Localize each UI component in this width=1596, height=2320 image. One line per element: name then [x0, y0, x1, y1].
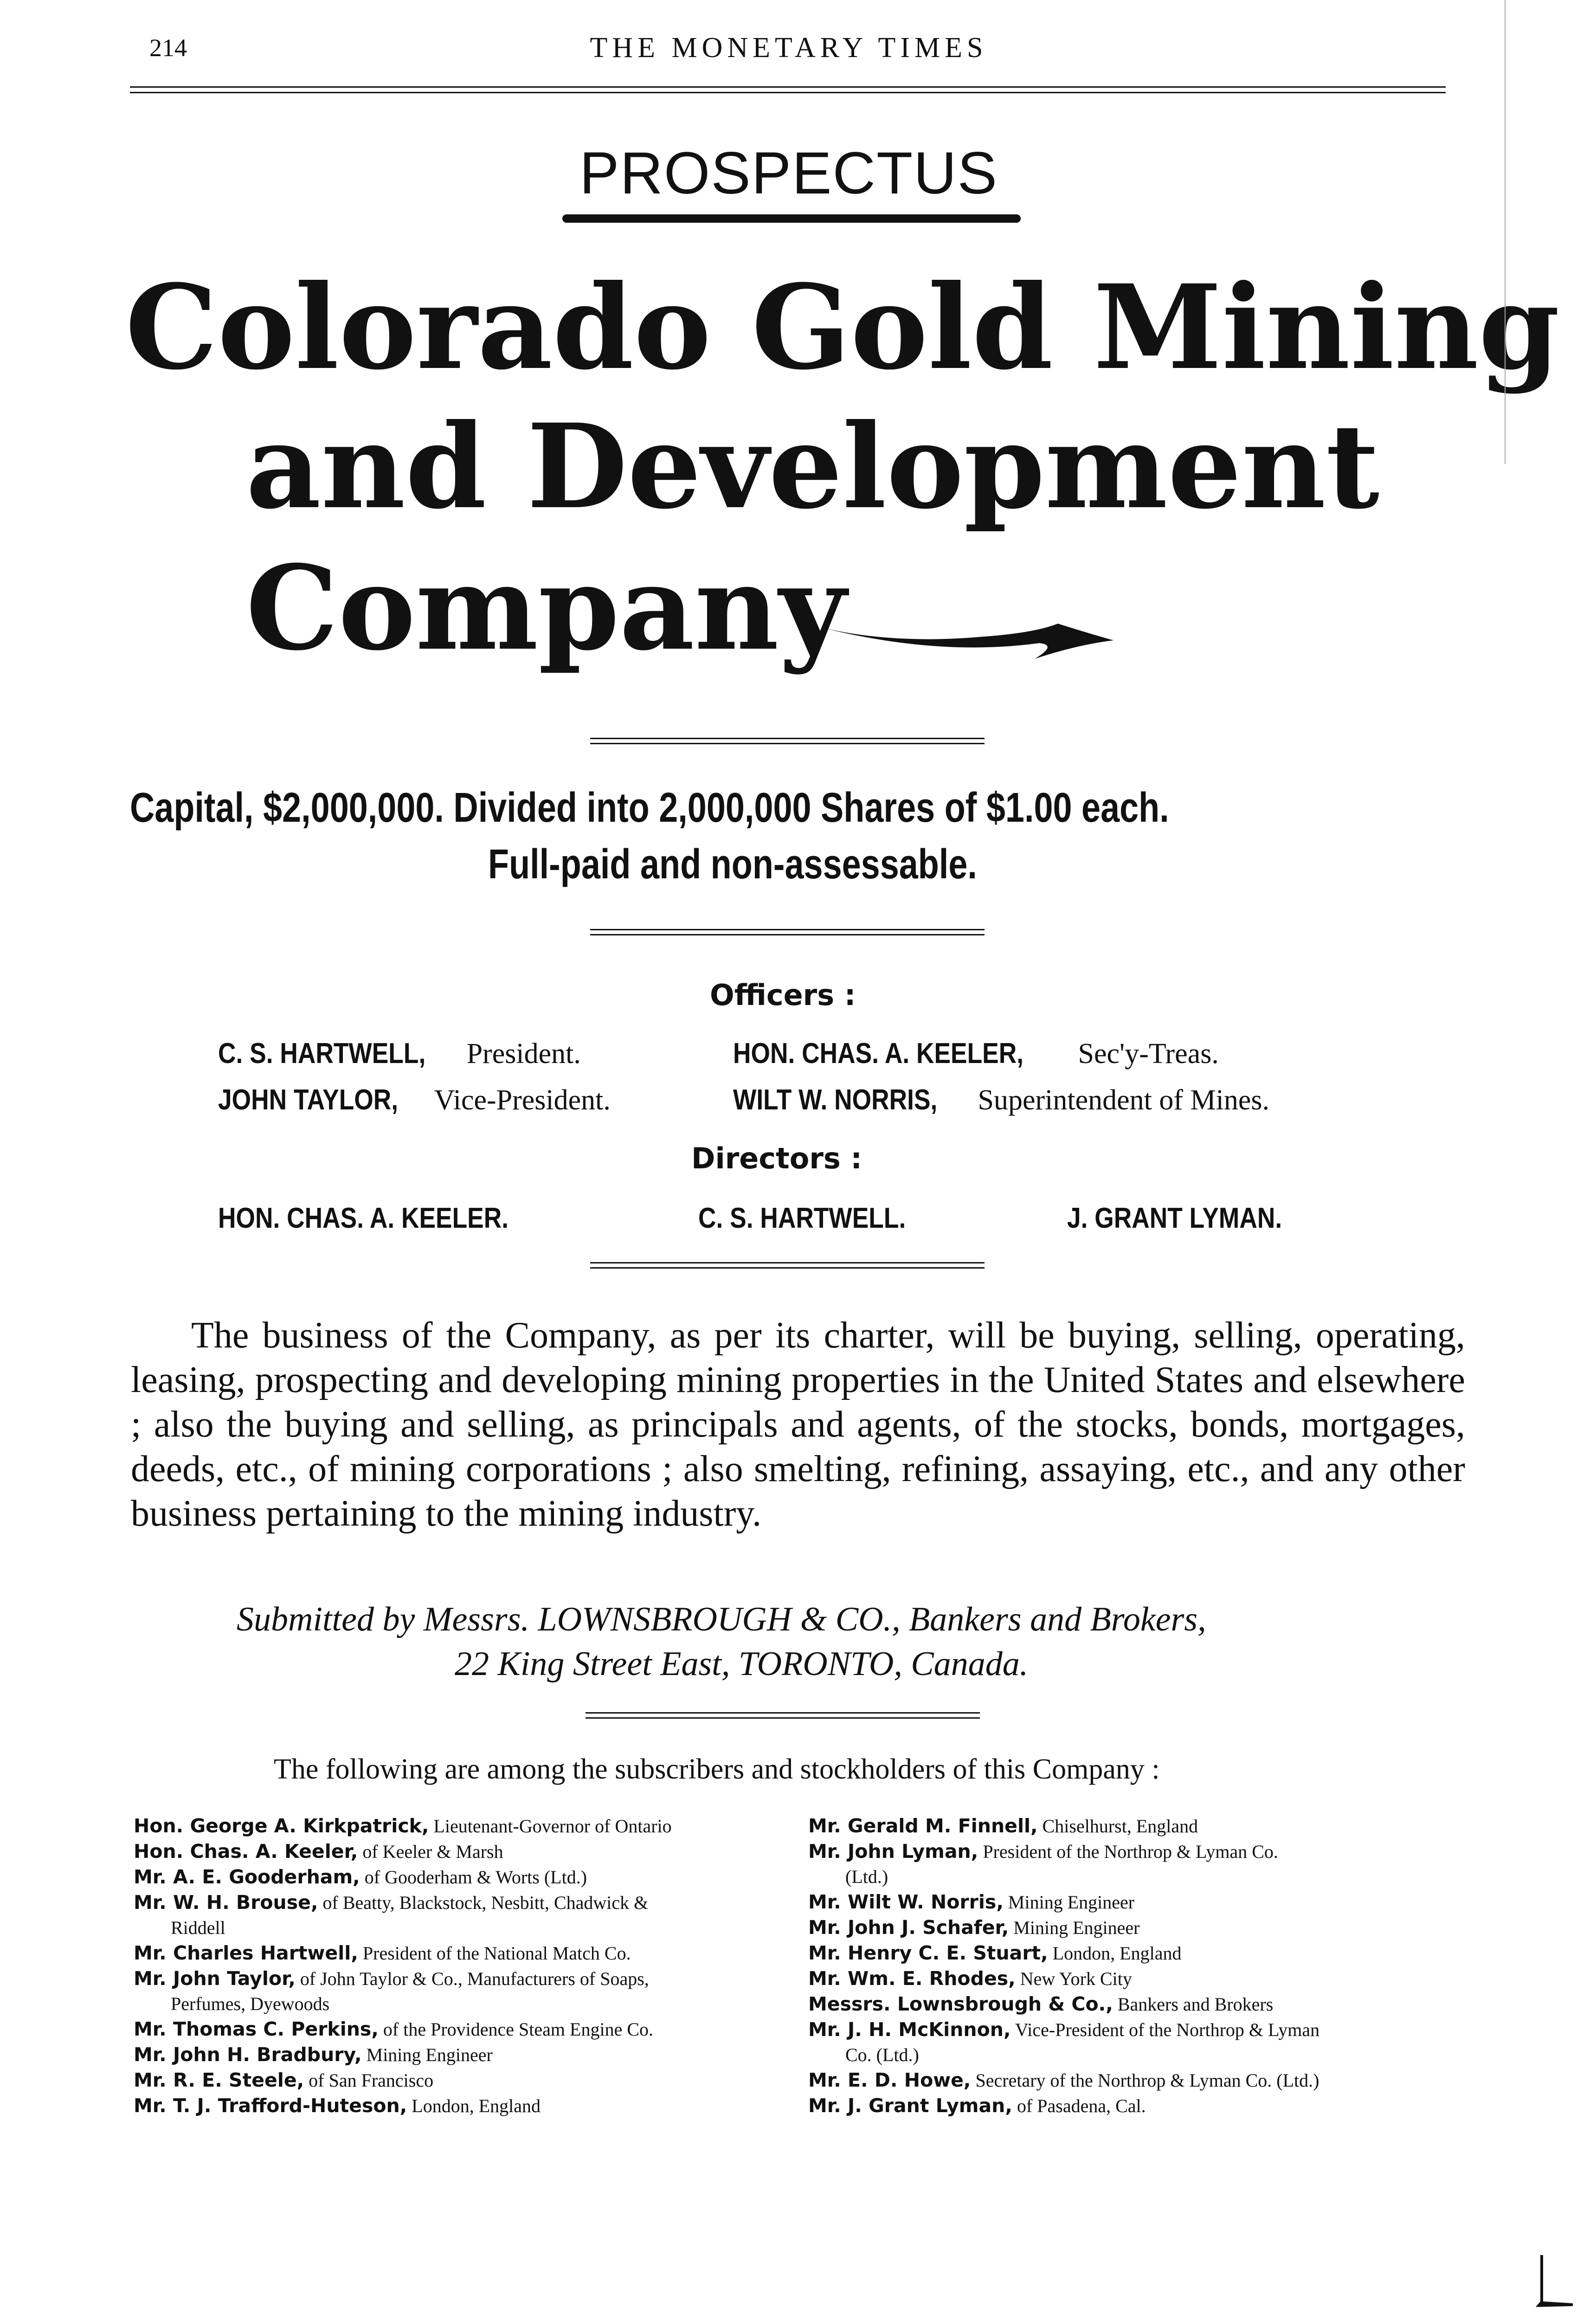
subscriber-entry [808, 1991, 1458, 2017]
subscriber-entry [134, 1966, 792, 2017]
subscriber-entry [134, 1890, 792, 1940]
company-name-line1: Colorado Gold Mining [125, 259, 1560, 395]
subscribers-list-left [134, 1813, 792, 2119]
divider-2 [590, 929, 985, 935]
business-paragraph-text: The business of the Company, as per its charter, will be buying, selling, operating, leasing, prospecting and developing mining properties in the United States and elsewhere ; also the buying and selling, as principals and agents, of the stocks, bonds, mortgages, deeds, etc., of mining corporations ; also smelting, refining, assaying, etc., and any other business pertaining to the mining industry. [131, 1315, 1465, 1534]
subscriber-name: Mr. John H. Bradbury, [134, 2043, 362, 2066]
officer-name: JOHN TAYLOR, [218, 1084, 399, 1116]
subscriber-desc: President of the Northrop & Lyman Co. [983, 1841, 1278, 1862]
subscriber-name: Hon. George A. Kirkpatrick, [134, 1815, 429, 1837]
subscriber-name: Messrs. Lownsbrough & Co., [808, 1993, 1113, 2015]
prospectus-heading: PROSPECTUS [579, 140, 998, 206]
subscriber-desc: Mining Engineer [366, 2044, 493, 2065]
capital-statement: Capital, $2,000,000. Divided into 2,000,000 Shares of $1.00 each. [130, 785, 1169, 831]
subscriber-desc: London, England [1052, 1943, 1182, 1964]
subscriber-desc: Secretary of the Northrop & Lyman Co. (Ltd.) [975, 2070, 1319, 2091]
subscriber-entry [808, 1915, 1458, 1940]
company-name-line3: Company [246, 540, 847, 676]
business-paragraph [131, 1313, 1465, 1536]
subscriber-desc: London, England [412, 2095, 541, 2116]
officer-secretary-treasurer [733, 1037, 1219, 1070]
divider-1 [590, 738, 985, 744]
subscriber-name: Mr. John J. Schafer, [808, 1916, 1009, 1939]
divider-4 [586, 1712, 980, 1719]
subscriber-name: Mr. J. Grant Lyman, [808, 2094, 1012, 2117]
director-item [218, 1202, 556, 1235]
subscriber-desc: Bankers and Brokers [1117, 1994, 1274, 2015]
subscriber-entry [808, 2093, 1458, 2119]
capital-terms: Full-paid and non-assessable. [488, 841, 977, 888]
subscriber-name: Mr. Wilt W. Norris, [808, 1891, 1004, 1913]
subscriber-name: Mr. John Taylor, [134, 1967, 296, 1990]
subscriber-name: Mr. E. D. Howe, [808, 2069, 971, 2091]
subscriber-entry [808, 1839, 1458, 1889]
subscriber-desc: Mining Engineer [1008, 1892, 1135, 1913]
subscriber-name: Mr. Gerald M. Finnell, [808, 1815, 1038, 1837]
subscriber-desc: New York City [1020, 1968, 1132, 1989]
subscriber-entry [808, 1813, 1458, 1839]
subscriber-desc: President of the National Match Co. [362, 1943, 631, 1964]
officer-role: President. [466, 1038, 581, 1070]
subscriber-entry [808, 2017, 1458, 2068]
subscriber-entry [134, 1813, 792, 1839]
director-name: J. GRANT LYMAN. [1067, 1202, 1282, 1234]
subscriber-desc: of John Taylor & Co., Manufacturers of Soaps, [300, 1968, 649, 1989]
subscriber-entry [808, 1940, 1458, 1966]
director-name: C. S. HARTWELL. [698, 1202, 906, 1234]
officer-vice-president [218, 1083, 611, 1117]
subscriber-name: Mr. John Lyman, [808, 1840, 978, 1862]
subscriber-name: Mr. T. J. Trafford-Huteson, [134, 2094, 407, 2117]
subscriber-desc: Mining Engineer [1013, 1917, 1140, 1938]
company-name-line2: and Development [246, 398, 1380, 535]
divider-3 [590, 1262, 985, 1269]
officer-president [218, 1037, 581, 1070]
header-rule-top [130, 86, 1446, 88]
officer-role: Superintendent of Mines. [978, 1084, 1270, 1116]
subscriber-desc: of Beatty, Blackstock, Nesbitt, Chadwick & [322, 1892, 649, 1913]
subscriber-name: Mr. J. H. McKinnon, [808, 2018, 1011, 2041]
subscriber-desc: Vice-President of the Northrop & Lyman [1015, 2019, 1320, 2040]
subscriber-desc: of Keeler & Marsh [362, 1841, 503, 1862]
subscriber-name: Hon. Chas. A. Keeler, [134, 1840, 358, 1862]
heading-underline [562, 214, 1021, 223]
subscriber-desc-cont: Perfumes, Dyewoods [171, 1993, 330, 2014]
subscriber-desc: Chiselhurst, England [1042, 1816, 1198, 1837]
subscriber-entry [808, 2068, 1458, 2093]
subscriber-desc: of Gooderham & Worts (Ltd.) [364, 1867, 587, 1888]
subscriber-name: Mr. R. E. Steele, [134, 2069, 304, 2091]
subscriber-name: Mr. A. E. Gooderham, [134, 1866, 360, 1888]
subscriber-entry [134, 2017, 792, 2042]
subscriber-name: Mr. Wm. E. Rhodes, [808, 1967, 1016, 1990]
subscriber-entry [134, 2042, 792, 2068]
officer-name: C. S. HARTWELL, [218, 1038, 426, 1070]
directors-heading: Directors : [691, 1141, 862, 1175]
submitted-by-line1: Submitted by Messrs. LOWNSBROUGH & CO., Bankers and Brokers, [237, 1600, 1206, 1638]
subscriber-desc: of the Providence Steam Engine Co. [383, 2019, 654, 2040]
subscriber-name: Mr. Henry C. E. Stuart, [808, 1942, 1048, 1964]
subscriber-entry [134, 2068, 792, 2093]
subscriber-desc-cont: Riddell [171, 1917, 225, 1938]
subscriber-desc: Lieutenant-Governor of Ontario [433, 1816, 672, 1837]
director-name: HON. CHAS. A. KEELER. [218, 1202, 509, 1234]
subscriber-entry [134, 1940, 792, 1966]
officer-name: HON. CHAS. A. KEELER, [733, 1038, 1024, 1070]
officer-role: Vice-President. [434, 1084, 611, 1116]
subscriber-entry [134, 1864, 792, 1890]
subscriber-desc: of San Francisco [309, 2070, 434, 2091]
header-rule-bottom [130, 92, 1446, 93]
subscriber-desc: of Pasadena, Cal. [1017, 2095, 1146, 2116]
subscriber-name: Mr. W. H. Brouse, [134, 1891, 318, 1914]
officer-role: Sec'y-Treas. [1078, 1038, 1219, 1070]
subscriber-entry [134, 1839, 792, 1864]
page-number: 214 [149, 34, 187, 62]
officer-superintendent [733, 1083, 1269, 1117]
subscriber-entry [134, 2093, 792, 2119]
page-edge-line [1505, 0, 1506, 464]
swash-ornament [817, 612, 1113, 664]
subscribers-intro: The following are among the subscribers and stockholders of this Company : [274, 1753, 1160, 1785]
director-item [698, 1202, 940, 1235]
subscriber-entry [808, 1889, 1458, 1915]
subscriber-desc-cont: Co. (Ltd.) [845, 2044, 919, 2065]
officer-name: WILT W. NORRIS, [733, 1084, 938, 1116]
subscriber-name: Mr. Thomas C. Perkins, [134, 2018, 379, 2040]
officers-heading: Officers : [710, 978, 856, 1012]
subscriber-name: Mr. Charles Hartwell, [134, 1942, 358, 1964]
subscribers-list-right [808, 1813, 1458, 2119]
subscriber-desc-cont: (Ltd.) [845, 1866, 888, 1887]
running-head: THE MONETARY TIMES [590, 32, 988, 64]
corner-mark-icon [1531, 2255, 1573, 2311]
submitted-by-line2: 22 King Street East, TORONTO, Canada. [455, 1645, 1029, 1683]
director-item [1067, 1202, 1317, 1235]
subscriber-entry [808, 1966, 1458, 1991]
